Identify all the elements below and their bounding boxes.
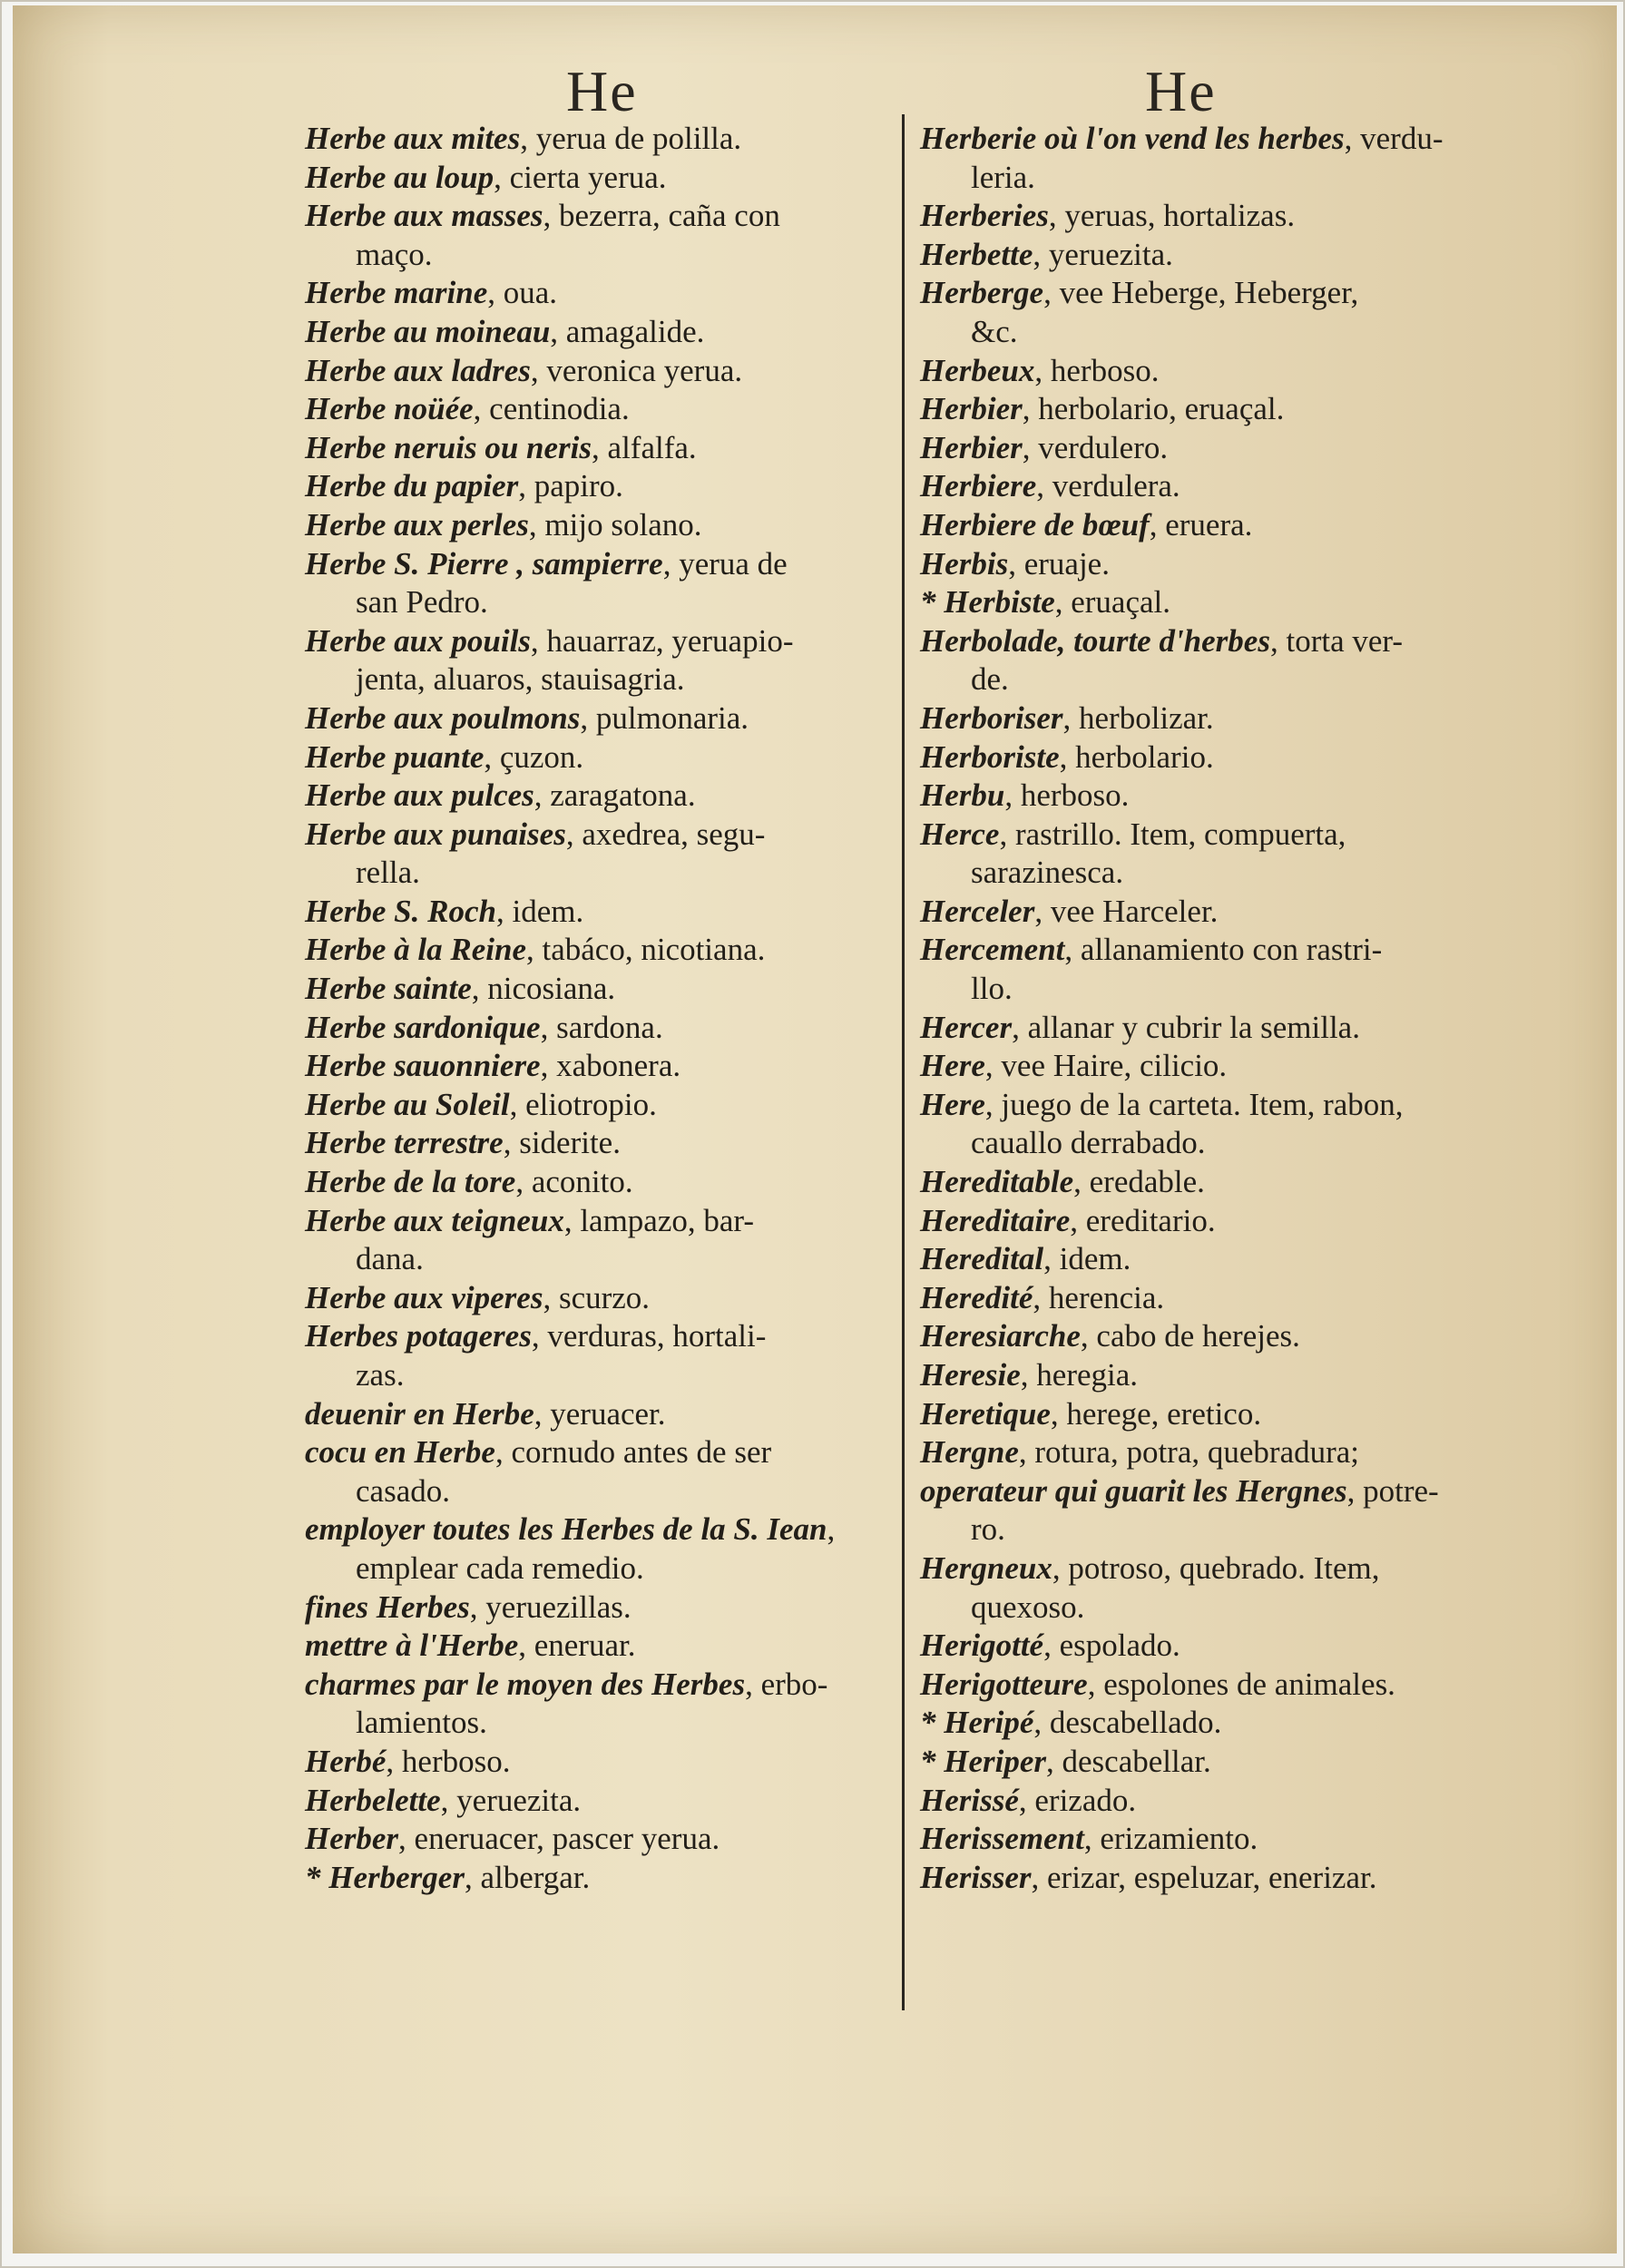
gloss-text: dana. — [356, 1241, 424, 1277]
dictionary-entry — [920, 429, 1519, 468]
dictionary-entry — [305, 1086, 886, 1125]
gloss-text: , siderite. — [503, 1125, 621, 1161]
dictionary-entry — [305, 274, 886, 313]
gloss-text: , espolones de animales. — [1087, 1666, 1395, 1702]
headword: Herbe au moineau — [305, 313, 551, 349]
gloss-text: , herbolizar. — [1062, 699, 1214, 736]
headword: Herbe S. Pierre , sampierre — [305, 545, 663, 582]
gloss-text: , eneruacer, pascer yerua. — [398, 1821, 720, 1857]
gloss-text: , yerua de — [662, 545, 788, 582]
headword: Herigotteure — [920, 1666, 1088, 1702]
headword: Herce — [920, 816, 1000, 852]
gloss-text: rella. — [356, 855, 420, 891]
dictionary-entry — [305, 970, 886, 1009]
headword: Herbes potageres — [305, 1318, 532, 1354]
gloss-text: , erizamiento. — [1083, 1821, 1258, 1857]
headword: Herberies — [920, 198, 1049, 234]
dictionary-entry — [920, 583, 1519, 622]
headword: Herbe à la Reine — [305, 932, 526, 968]
dictionary-entry — [305, 777, 886, 816]
headword: * Heriper — [920, 1743, 1047, 1779]
dictionary-entry — [920, 352, 1519, 391]
headword: Herbolade, tourte d'herbes — [920, 622, 1270, 659]
dictionary-entry — [305, 1009, 886, 1048]
dictionary-entry — [920, 1666, 1519, 1705]
gloss-text: , juego de la carteta. Item, rabon, — [984, 1086, 1404, 1122]
gloss-text: , veronica yerua. — [530, 352, 743, 388]
dictionary-entry — [920, 816, 1519, 855]
headword: cocu en Herbe — [305, 1434, 495, 1471]
dictionary-entry — [305, 1666, 886, 1705]
gloss-text: , alfalfa. — [592, 429, 697, 465]
headword: Herbe terrestre — [305, 1125, 504, 1161]
dictionary-entry — [920, 1782, 1519, 1821]
column-divider — [902, 114, 905, 2010]
headword: Herbe du papier — [305, 468, 519, 504]
entry-continuation — [920, 313, 1519, 352]
headword: Hereditable — [920, 1164, 1074, 1200]
headword: Herber — [305, 1821, 399, 1857]
headword: Herbe sauonniere — [305, 1048, 541, 1084]
gloss-text: , erizar, espeluzar, enerizar. — [1031, 1859, 1377, 1895]
gloss-text: , idem. — [495, 893, 584, 929]
headword: Herberie où l'on vend les herbes — [920, 121, 1345, 156]
gloss-text: , torta ver- — [1269, 622, 1404, 659]
headword: Hercer — [920, 1009, 1013, 1045]
gloss-text: , espolado. — [1043, 1628, 1180, 1664]
headword: Herbier — [920, 429, 1023, 465]
dictionary-entry — [920, 390, 1519, 429]
gloss-text: , sardona. — [540, 1009, 663, 1045]
gloss-text: , eredable. — [1073, 1164, 1205, 1200]
entry-continuation — [305, 583, 886, 622]
gloss-text: sarazinesca. — [971, 855, 1124, 891]
dictionary-entry — [305, 159, 886, 198]
gloss-text: , yeruacer. — [534, 1395, 666, 1432]
headword: Herbier — [920, 391, 1023, 427]
dictionary-entry — [920, 1820, 1519, 1859]
dictionary-entry — [920, 1472, 1519, 1511]
dictionary-entry — [305, 506, 886, 545]
headword: Herbe aux masses — [305, 198, 543, 234]
gloss-text: , potroso, quebrado. Item, — [1052, 1549, 1380, 1586]
dictionary-entry — [305, 352, 886, 391]
gloss-text: emplear cada remedio. — [356, 1549, 644, 1586]
headword: Herbu — [920, 777, 1005, 814]
gloss-text: , cornudo antes de ser — [494, 1434, 772, 1471]
gloss-text: , vee Haire, cilicio. — [984, 1048, 1228, 1084]
entry-continuation — [305, 1549, 886, 1589]
dictionary-entry — [305, 545, 886, 584]
headword: employer toutes les Herbes de la S. Iean — [305, 1511, 827, 1548]
gloss-text: quexoso. — [971, 1589, 1085, 1625]
dictionary-entry — [305, 197, 886, 236]
dictionary-entry — [920, 506, 1519, 545]
gloss-text: , amagalide. — [550, 313, 705, 349]
dictionary-entry — [920, 197, 1519, 236]
dictionary-entry — [920, 1009, 1519, 1048]
headword: Herisser — [920, 1859, 1032, 1895]
entry-continuation — [305, 1472, 886, 1511]
dictionary-entry — [920, 1047, 1519, 1086]
dictionary-entry — [920, 1202, 1519, 1241]
dictionary-entry — [920, 1356, 1519, 1395]
headword: Herbe aux pouils — [305, 622, 531, 659]
headword: * Herbiste — [920, 584, 1055, 621]
right-column — [920, 120, 1519, 1897]
gloss-text: , herboso. — [386, 1743, 511, 1779]
headword: Hergne — [920, 1434, 1019, 1471]
dictionary-entry — [305, 1163, 886, 1202]
gloss-text: , erbo- — [745, 1666, 828, 1702]
gloss-text: , potre- — [1346, 1472, 1439, 1509]
dictionary-entry — [920, 120, 1519, 159]
dictionary-entry — [305, 816, 886, 855]
headword: Heresie — [920, 1357, 1021, 1393]
headword: mettre à l'Herbe — [305, 1628, 519, 1664]
gloss-text: , papiro. — [518, 468, 623, 504]
dictionary-entry — [305, 390, 886, 429]
gloss-text: llo. — [971, 971, 1013, 1007]
entry-continuation — [920, 1124, 1519, 1163]
dictionary-entry — [305, 313, 886, 352]
headword: Herbé — [305, 1743, 387, 1779]
entry-continuation — [920, 159, 1519, 198]
headword: Herbe aux teigneux — [305, 1202, 564, 1238]
dictionary-entry — [920, 1704, 1519, 1743]
dictionary-entry — [305, 893, 886, 932]
gloss-text: , verdu- — [1344, 121, 1444, 156]
entry-continuation — [305, 660, 886, 699]
headword: Herbe aux perles — [305, 506, 529, 543]
headword: Herbe S. Roch — [305, 893, 496, 929]
dictionary-entry — [920, 545, 1519, 584]
dictionary-entry — [920, 1627, 1519, 1666]
dictionary-entry — [920, 1317, 1519, 1356]
gloss-text: , herboso. — [1034, 352, 1160, 388]
gloss-text: , herege, eretico. — [1050, 1395, 1262, 1432]
headword: Herberge — [920, 275, 1044, 311]
dictionary-entry — [920, 699, 1519, 738]
dictionary-entry — [305, 622, 886, 661]
dictionary-entry — [305, 1317, 886, 1356]
dictionary-entry — [920, 1395, 1519, 1434]
dictionary-entry — [920, 1279, 1519, 1318]
headword: * Heripé — [920, 1705, 1034, 1741]
gloss-text: , oua. — [487, 275, 558, 311]
gloss-text: , herbolario, eruaçal. — [1022, 391, 1285, 427]
gloss-text: , mijo solano. — [528, 506, 702, 543]
gloss-text: , allanar y cubrir la semilla. — [1012, 1009, 1360, 1045]
headword: Herbelette — [305, 1782, 441, 1818]
dictionary-entry — [305, 429, 886, 468]
gloss-text: , yeruezillas. — [469, 1589, 631, 1625]
dictionary-entry — [920, 1163, 1519, 1202]
dictionary-entry — [920, 1086, 1519, 1125]
running-head-right: He — [1145, 59, 1217, 123]
dictionary-entry — [920, 893, 1519, 932]
headword: Herbis — [920, 545, 1009, 582]
gloss-text: , aconito. — [515, 1164, 633, 1200]
running-head-left: He — [566, 59, 638, 123]
gloss-text: , centinodia. — [473, 391, 630, 427]
entry-continuation — [920, 1589, 1519, 1628]
headword: Herbeux — [920, 352, 1035, 388]
gloss-text: , yerua de polilla. — [520, 121, 742, 156]
headword: operateur qui guarit les Hergnes — [920, 1472, 1347, 1509]
headword: Here — [920, 1086, 985, 1122]
headword: Herceler — [920, 893, 1035, 929]
dictionary-entry — [305, 1782, 886, 1821]
dictionary-entry — [305, 1202, 886, 1241]
dictionary-entry — [305, 931, 886, 970]
gloss-text: , zaragatona. — [534, 777, 696, 814]
dictionary-entry — [305, 1433, 886, 1472]
headword: Heretique — [920, 1395, 1051, 1432]
dictionary-entry — [305, 467, 886, 506]
gloss-text: leria. — [971, 159, 1035, 195]
gloss-text: , verdulera. — [1036, 468, 1180, 504]
dictionary-entry — [305, 699, 886, 738]
gloss-text: de. — [971, 661, 1009, 698]
headword: Heredité — [920, 1279, 1033, 1315]
dictionary-entry — [920, 1743, 1519, 1782]
headword: charmes par le moyen des Herbes — [305, 1666, 746, 1702]
headword: Hercement — [920, 932, 1065, 968]
headword: Herbe marine — [305, 275, 488, 311]
headword: Hereditaire — [920, 1202, 1071, 1238]
dictionary-entry — [305, 1589, 886, 1628]
gloss-text: , tabáco, nicotiana. — [526, 932, 766, 968]
gloss-text: , hauarraz, yeruapio- — [530, 622, 794, 659]
gloss-text: , idem. — [1043, 1241, 1131, 1277]
headword: Heresiarche — [920, 1318, 1081, 1354]
entry-continuation — [305, 236, 886, 275]
gloss-text: , axedrea, segu- — [565, 816, 766, 852]
gloss-text: , yeruezita. — [440, 1782, 582, 1818]
dictionary-entry — [920, 1433, 1519, 1472]
gloss-text: , xabonera. — [540, 1048, 681, 1084]
dictionary-entry — [920, 931, 1519, 970]
entry-continuation — [920, 854, 1519, 893]
gloss-text: , descabellado. — [1033, 1705, 1222, 1741]
headword: Herbe aux viperes — [305, 1279, 543, 1315]
entry-continuation — [920, 970, 1519, 1009]
dictionary-entry — [920, 274, 1519, 313]
dictionary-entry — [305, 738, 886, 777]
gloss-text: , erizado. — [1018, 1782, 1137, 1818]
entry-continuation — [305, 1356, 886, 1395]
gloss-text: , eliotropio. — [509, 1086, 657, 1122]
gloss-text: , lampazo, bar- — [563, 1202, 755, 1238]
headword: Herbiere de bœuf — [920, 506, 1150, 543]
gloss-text: , nicosiana. — [471, 971, 616, 1007]
dictionary-entry — [920, 1549, 1519, 1589]
dictionary-entry — [920, 236, 1519, 275]
gloss-text: zas. — [356, 1357, 405, 1393]
dictionary-entry — [305, 1047, 886, 1086]
gloss-text: , herbolario. — [1059, 738, 1214, 775]
gloss-text: ro. — [971, 1511, 1005, 1548]
gloss-text: , allanamiento con rastri- — [1064, 932, 1383, 968]
gloss-text: , cierta yerua. — [494, 159, 667, 195]
gloss-text: , eneruar. — [518, 1628, 636, 1664]
headword: * Herberger — [305, 1859, 465, 1895]
left-column — [305, 120, 886, 1897]
gloss-text: , rastrillo. Item, compuerta, — [999, 816, 1346, 852]
entry-continuation — [305, 1240, 886, 1279]
gloss-text: lamientos. — [356, 1705, 487, 1741]
gloss-text: jenta, aluaros, stauisagria. — [356, 661, 685, 698]
dictionary-entry — [305, 1510, 886, 1549]
gloss-text: , eruaje. — [1008, 545, 1110, 582]
dictionary-entry — [305, 1743, 886, 1782]
gloss-text: maço. — [356, 236, 433, 272]
scanned-page — [13, 5, 1617, 2253]
dictionary-entry — [305, 1820, 886, 1859]
gloss-text: , bezerra, caña con — [543, 198, 780, 234]
dictionary-entry — [920, 738, 1519, 777]
entry-continuation — [305, 1704, 886, 1743]
headword: Herbe aux mites — [305, 121, 521, 156]
gloss-text: , pulmonaria. — [580, 699, 749, 736]
headword: Herbe aux ladres — [305, 352, 531, 388]
dictionary-entry — [920, 467, 1519, 506]
dictionary-entry — [305, 1124, 886, 1163]
gloss-text: , eruaçal. — [1054, 584, 1171, 621]
gloss-text: , verdulero. — [1022, 429, 1169, 465]
dictionary-entry — [305, 1279, 886, 1318]
headword: Herbe noüée — [305, 391, 474, 427]
headword: Hergneux — [920, 1549, 1052, 1586]
headword: Herigotté — [920, 1628, 1044, 1664]
gloss-text: , descabellar. — [1046, 1743, 1211, 1779]
gloss-text: , rotura, potra, quebradura; — [1018, 1434, 1360, 1471]
headword: Herbe aux pulces — [305, 777, 534, 814]
dictionary-entry — [305, 120, 886, 159]
headword: Herbe sardonique — [305, 1009, 541, 1045]
gloss-text: , albergar. — [464, 1859, 591, 1895]
gloss-text: , herencia. — [1033, 1279, 1165, 1315]
entry-continuation — [305, 854, 886, 893]
gloss-text: , çuzon. — [484, 738, 584, 775]
dictionary-entry — [920, 1240, 1519, 1279]
headword: Herboriste — [920, 738, 1060, 775]
headword: deuenir en Herbe — [305, 1395, 534, 1432]
headword: fines Herbes — [305, 1589, 470, 1625]
headword: Herbe puante — [305, 738, 485, 775]
gloss-text: san Pedro. — [356, 584, 488, 621]
gloss-text: , vee Harceler. — [1034, 893, 1219, 929]
headword: Herbette — [920, 236, 1033, 272]
gloss-text: &c. — [971, 313, 1018, 349]
gloss-text: , cabo de herejes. — [1080, 1318, 1300, 1354]
entry-continuation — [920, 660, 1519, 699]
dictionary-entry — [305, 1395, 886, 1434]
headword: Herbe aux poulmons — [305, 699, 581, 736]
headword: Herbe sainte — [305, 971, 472, 1007]
headword: Herissé — [920, 1782, 1019, 1818]
gloss-text: , — [827, 1511, 836, 1548]
headword: Herbe aux punaises — [305, 816, 566, 852]
dictionary-entry — [305, 1859, 886, 1898]
gloss-text: , heregia. — [1020, 1357, 1139, 1393]
gloss-text: casado. — [356, 1472, 450, 1509]
headword: Heredital — [920, 1241, 1044, 1277]
gloss-text: , eruera. — [1149, 506, 1253, 543]
headword: Herissement — [920, 1821, 1084, 1857]
gloss-text: , yeruezita. — [1033, 236, 1173, 272]
entry-continuation — [920, 1510, 1519, 1549]
gloss-text: , yeruas, hortalizas. — [1048, 198, 1296, 234]
dictionary-entry — [305, 1627, 886, 1666]
gloss-text: , verduras, hortali- — [531, 1318, 767, 1354]
headword: Herboriser — [920, 699, 1063, 736]
dictionary-entry — [920, 777, 1519, 816]
headword: Herbiere — [920, 468, 1037, 504]
dictionary-entry — [920, 1859, 1519, 1898]
gloss-text: , scurzo. — [543, 1279, 651, 1315]
gloss-text: , vee Heberge, Heberger, — [1043, 275, 1359, 311]
gloss-text: cauallo derrabado. — [971, 1125, 1206, 1161]
headword: Here — [920, 1048, 985, 1084]
gloss-text: , herboso. — [1004, 777, 1130, 814]
dictionary-entry — [920, 622, 1519, 661]
gloss-text: , ereditario. — [1070, 1202, 1216, 1238]
headword: Herbe au Soleil — [305, 1086, 510, 1122]
headword: Herbe neruis ou neris — [305, 429, 592, 465]
headword: Herbe de la tore — [305, 1164, 516, 1200]
headword: Herbe au loup — [305, 159, 494, 195]
